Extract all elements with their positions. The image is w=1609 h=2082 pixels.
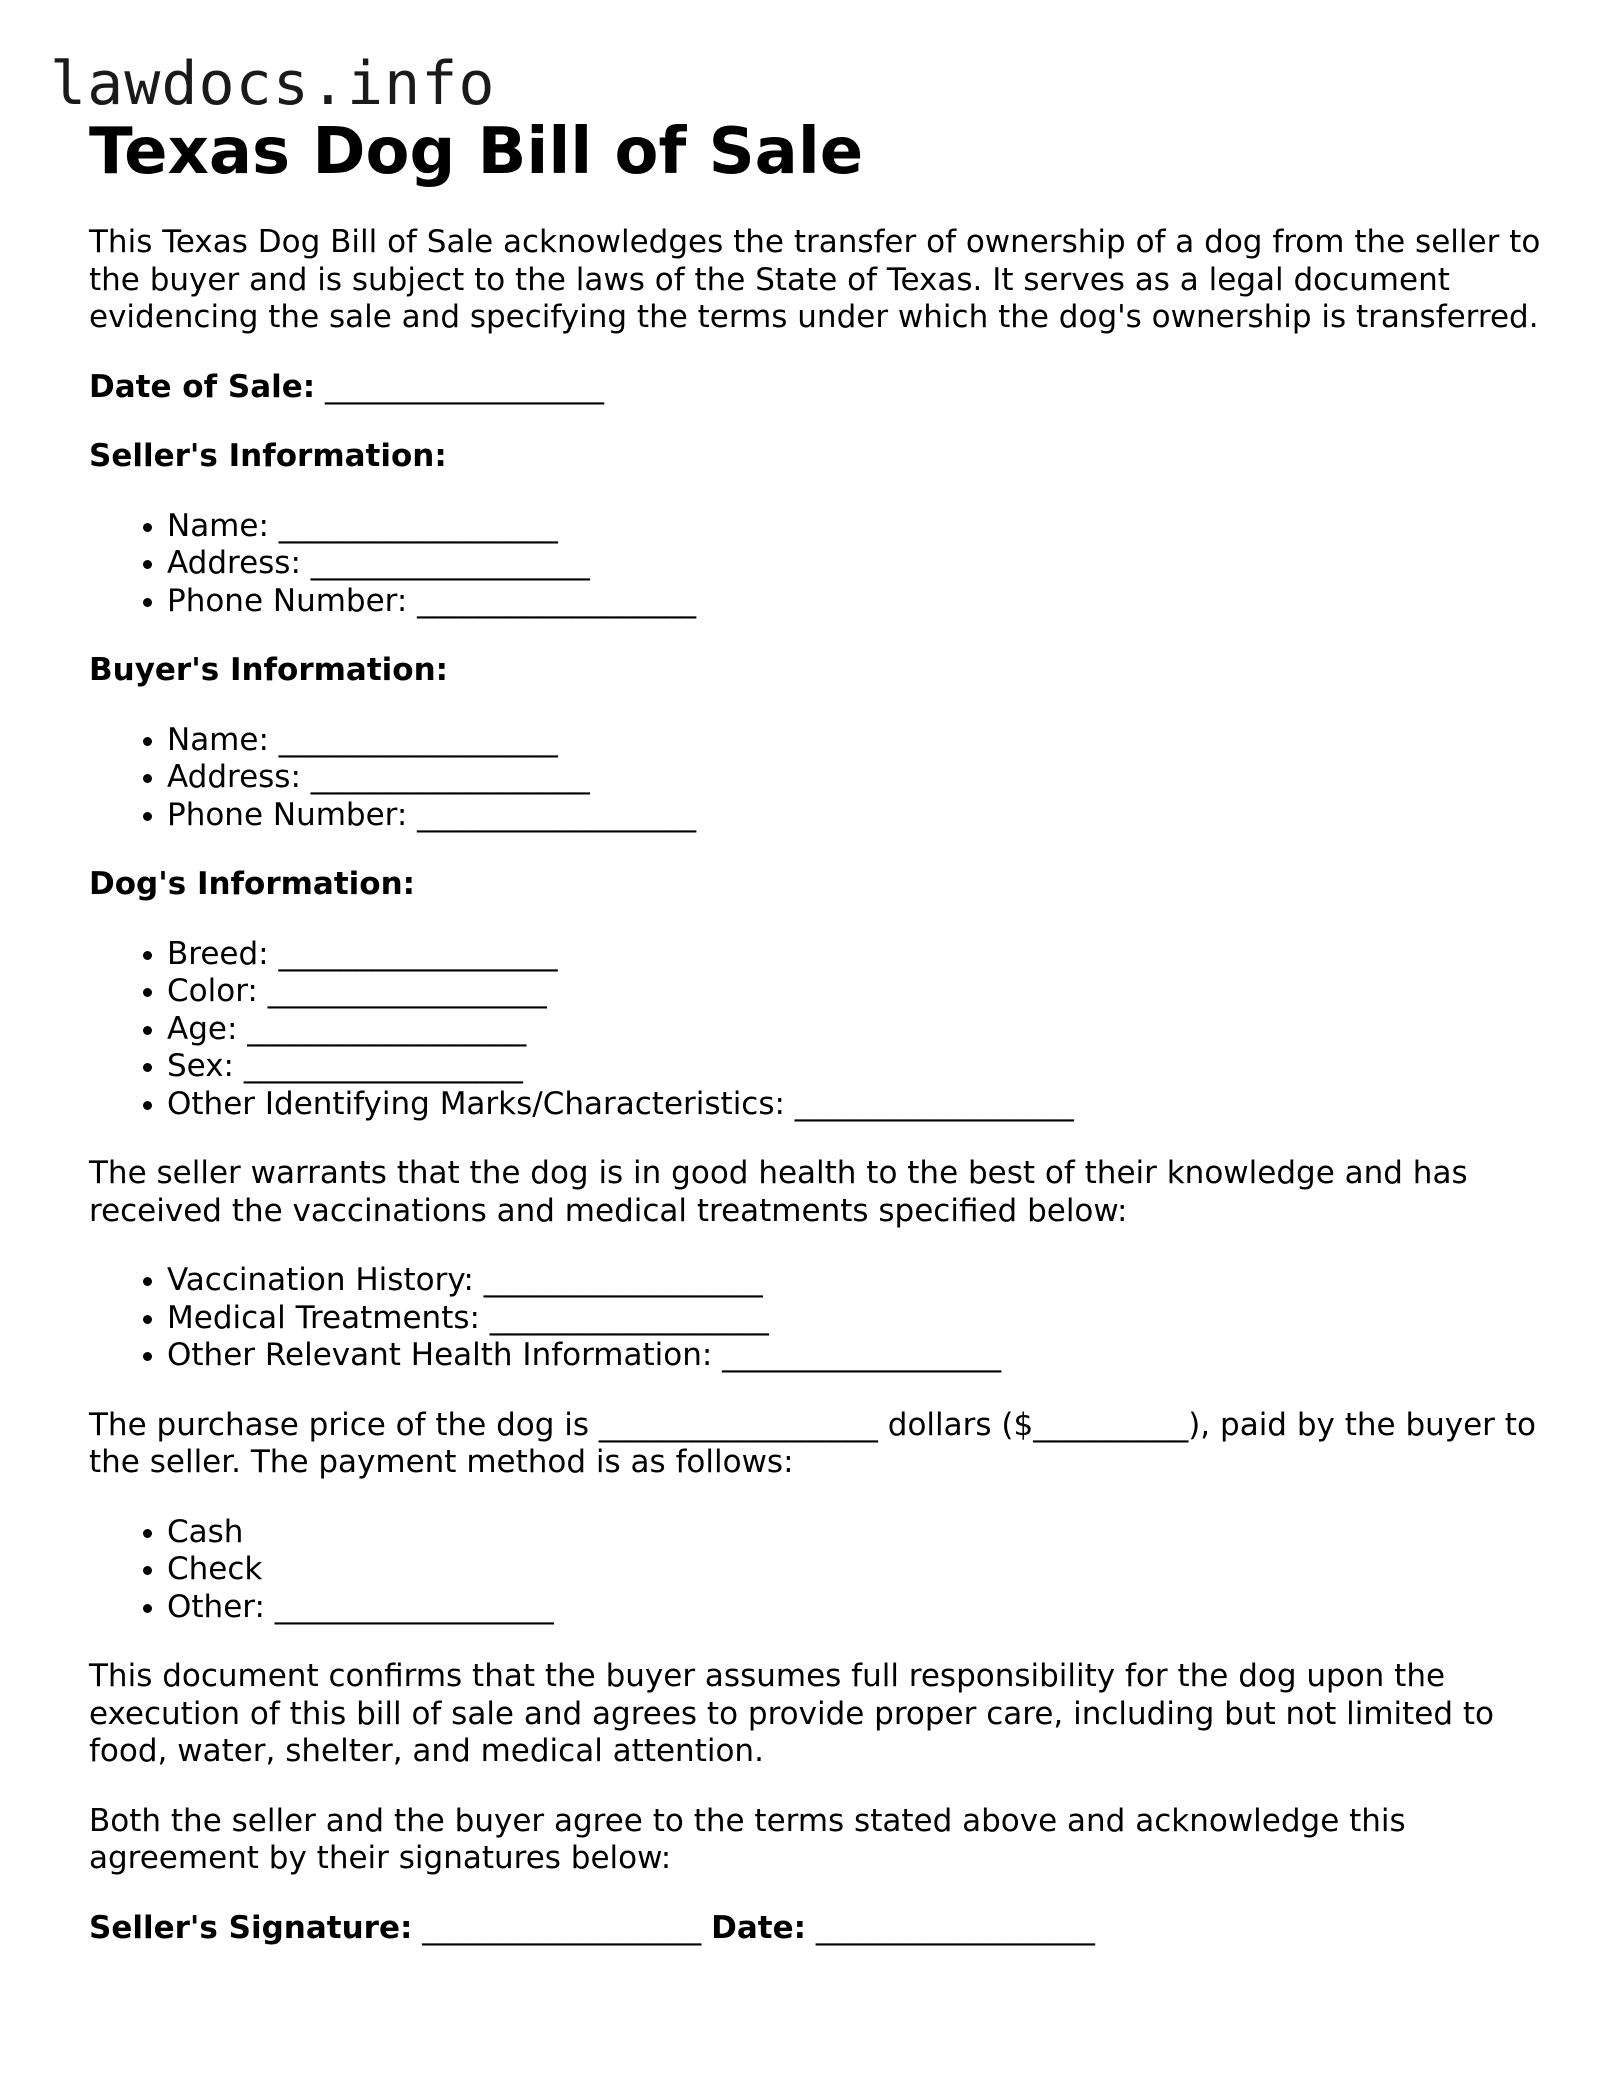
- document-body: [89, 112, 1549, 1947]
- payment-other-item: • Other: __________________: [167, 1589, 1549, 1627]
- dog-breed-item: • Breed: __________________: [167, 936, 1549, 974]
- buyer-info-list: [89, 722, 1549, 835]
- health-info-list: [89, 1262, 1549, 1375]
- intro-paragraph: This Texas Dog Bill of Sale acknowledges the transfer of ownership of a dog from the seller to the buyer and is subject to the laws of the State of Texas. It serves as a legal document evidencing the sale and specifying the terms under which the dog's ownership is transferred.: [89, 224, 1541, 335]
- buyer-phone-item: • Phone Number: __________________: [167, 797, 1549, 835]
- signature-line: [89, 1910, 1549, 1948]
- buyer-address-item: • Address: __________________: [167, 759, 1549, 797]
- payment-method-list: [89, 1514, 1549, 1627]
- responsibility-paragraph: This document confirms that the buyer assumes full responsibility for the dog upon the execution of this bill of sale and agrees to provide proper care, including but not limited to food, water, shelter, and medical attention.: [89, 1658, 1495, 1769]
- payment-check-item: • Check: [167, 1551, 1549, 1589]
- seller-phone-item: • Phone Number: __________________: [167, 583, 1549, 621]
- seller-heading: Seller's Information:: [89, 438, 447, 474]
- seller-signature-blank: __________________: [422, 1909, 702, 1946]
- medical-treatments-item: • Medical Treatments: __________________: [167, 1300, 1549, 1338]
- dog-info-list: [89, 936, 1549, 1124]
- date-of-sale-blank: __________________: [325, 368, 605, 405]
- watermark-logo: lawdocs.info: [50, 49, 496, 119]
- dog-heading: Dog's Information:: [89, 866, 416, 902]
- seller-info-list: [89, 508, 1549, 621]
- vaccination-history-item: • Vaccination History: __________________: [167, 1262, 1549, 1300]
- dog-sex-item: • Sex: __________________: [167, 1048, 1549, 1086]
- seller-signature-label: Seller's Signature:: [89, 1909, 413, 1946]
- agreement-paragraph: Both the seller and the buyer agree to the terms stated above and acknowledge this agreement by their signatures below:: [89, 1802, 1406, 1876]
- dog-marks-item: • Other Identifying Marks/Characteristics: __________________: [167, 1086, 1549, 1124]
- buyer-name-item: • Name: __________________: [167, 722, 1549, 760]
- document-title: Texas Dog Bill of Sale: [89, 115, 864, 189]
- dog-age-item: • Age: __________________: [167, 1011, 1549, 1049]
- date-of-sale-line: [89, 369, 1549, 407]
- seller-address-item: • Address: __________________: [167, 545, 1549, 583]
- purchase-price-paragraph: The purchase price of the dog is __________________ dollars ($__________), paid by the buyer to the seller. The payment method is as follows:: [89, 1406, 1536, 1480]
- buyer-heading: Buyer's Information:: [89, 652, 449, 688]
- seller-name-item: • Name: __________________: [167, 508, 1549, 546]
- health-warranty-paragraph: The seller warrants that the dog is in good health to the best of their knowledge and has received the vaccinations and medical treatments specified below:: [89, 1155, 1468, 1229]
- date-of-sale-label: Date of Sale:: [89, 368, 316, 405]
- signature-date-label: Date:: [711, 1909, 807, 1946]
- signature-date-blank: __________________: [815, 1909, 1095, 1946]
- other-health-info-item: • Other Relevant Health Information: __________________: [167, 1337, 1549, 1375]
- payment-cash-item: • Cash: [167, 1514, 1549, 1552]
- dog-color-item: • Color: __________________: [167, 973, 1549, 1011]
